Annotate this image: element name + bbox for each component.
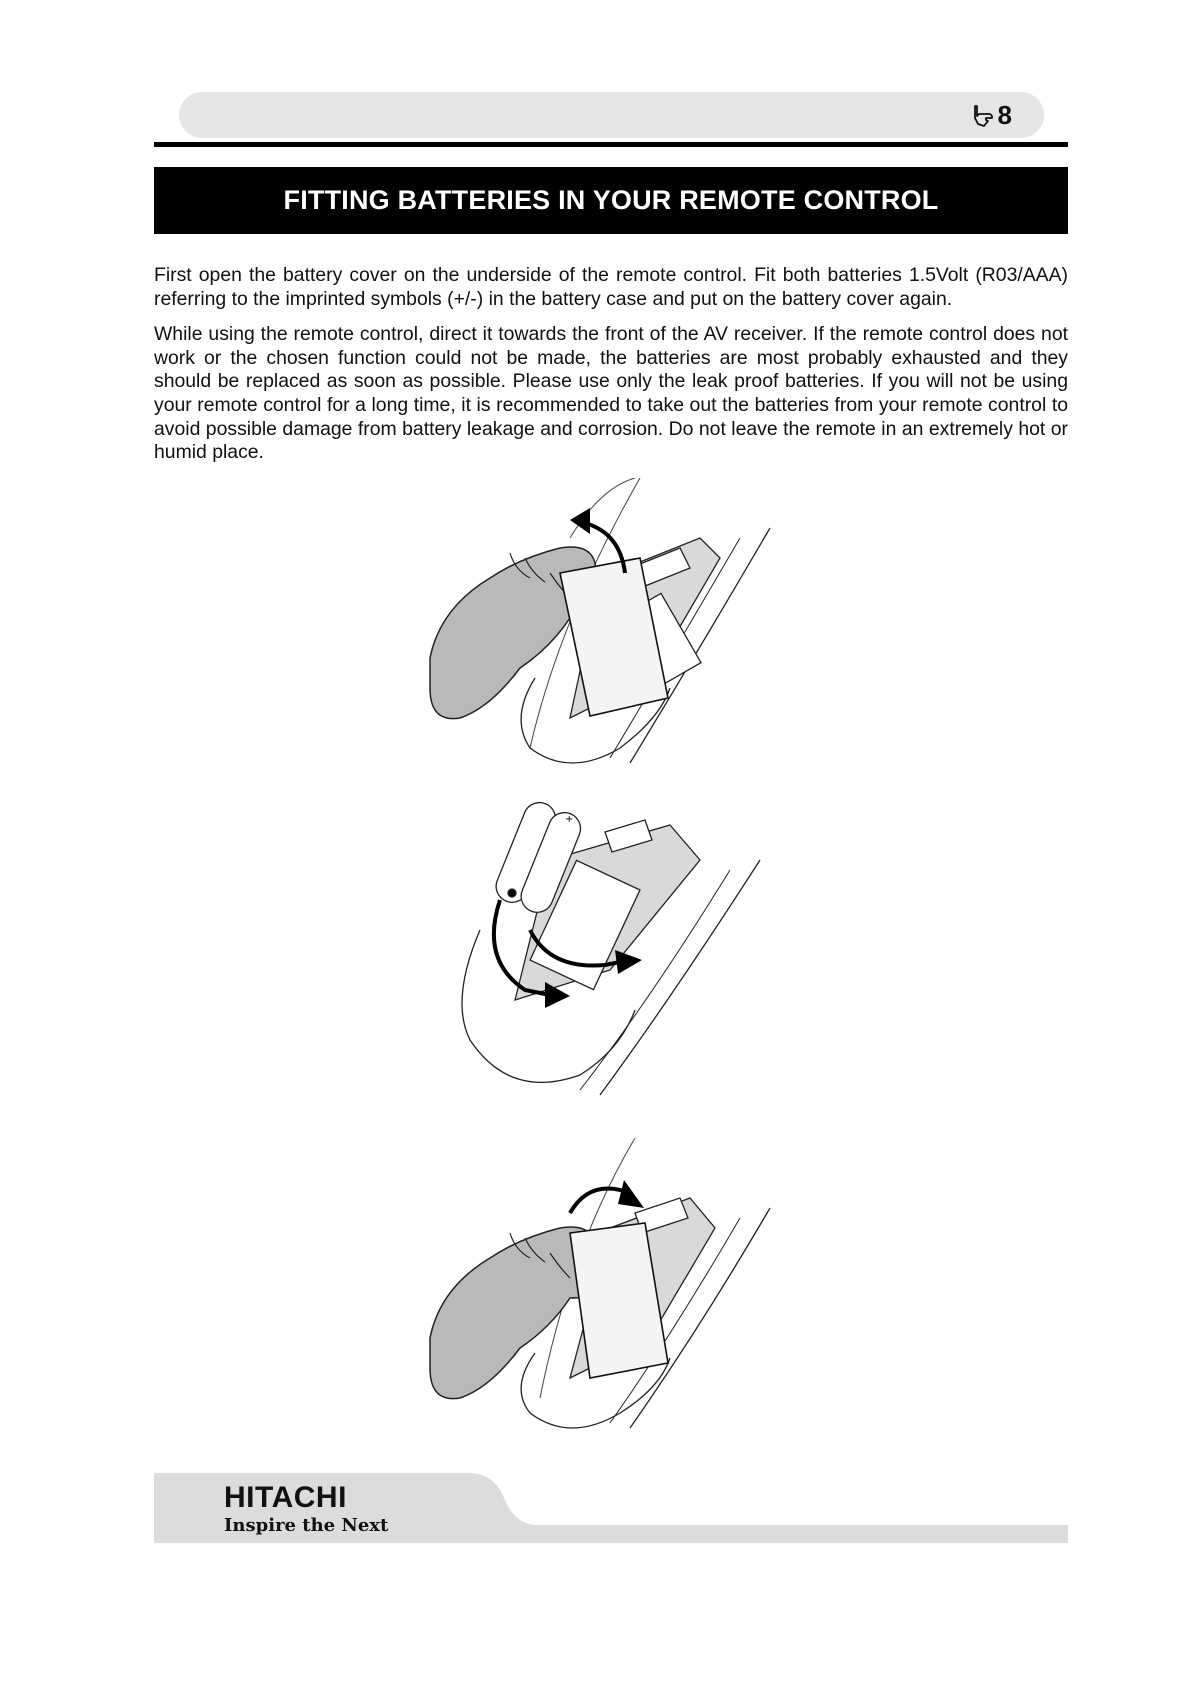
battery-plus-label: + <box>565 814 574 825</box>
section-title: FITTING BATTERIES IN YOUR REMOTE CONTROL <box>154 167 1068 234</box>
pointing-hand-icon <box>972 104 994 128</box>
paragraph-2: While using the remote control, direct it towards the front of the AV receiver. If the remote control does not work or the chosen function could not be made, the batteries are most probably exhausted and they should be replaced as soon as possible. Please use only the leak proof batteries. If you will not be using your remote control for a long time, it is recommended to take out the batteries from your remote control to avoid possible damage from battery leakage and corrosion. Do not leave the remote in an extremely hot or humid place. <box>154 323 1068 464</box>
header-rule <box>154 142 1068 147</box>
header-bar <box>179 92 1044 138</box>
figure-open-battery-cover <box>420 478 820 768</box>
paragraph-1: First open the battery cover on the underside of the remote control. Fit both batteries 1.5Volt (R03/AAA) referring to the imprinted symbols (+/-) in the battery case and put on the battery cover again. <box>154 264 1068 310</box>
body-text <box>154 264 1068 477</box>
page-number <box>972 100 1012 131</box>
page-number-text: 8 <box>997 100 1012 130</box>
figure-insert-batteries <box>420 800 820 1100</box>
footer-logo <box>154 1473 1068 1543</box>
figure-close-battery-cover <box>420 1138 820 1438</box>
brand-tagline: Inspire the Next <box>224 1515 389 1536</box>
brand-name: HITACHI <box>224 1481 347 1514</box>
